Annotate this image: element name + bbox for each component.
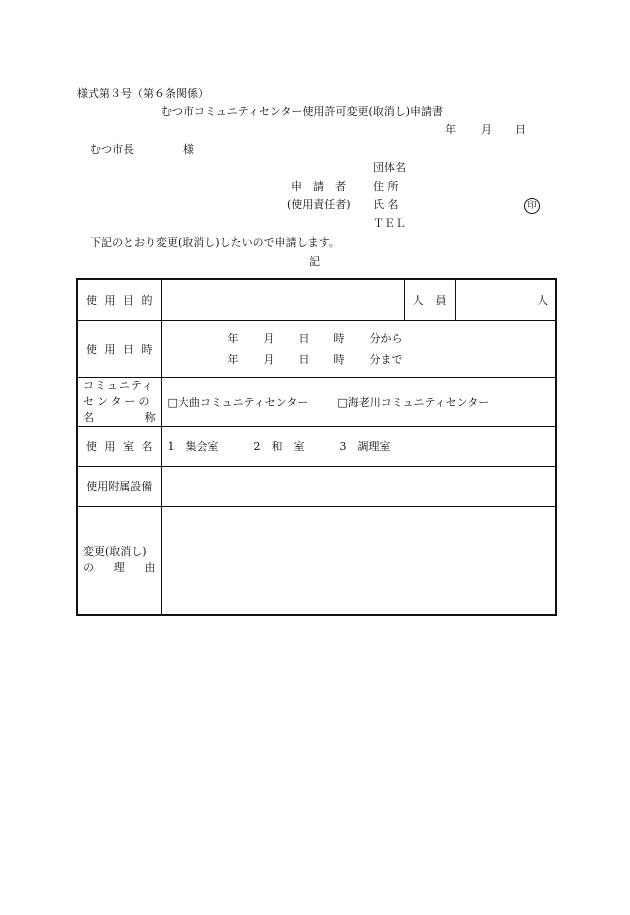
room-option-washitsu[interactable]: 2 和 室: [253, 440, 305, 453]
address-label: 住 所: [373, 180, 399, 193]
people-unit: 人: [537, 293, 548, 307]
purpose-label-char: 目: [123, 293, 134, 307]
responsible-person-label: (使用責任者): [287, 198, 351, 211]
name-label: 氏 名: [373, 198, 399, 211]
from-year: 年: [227, 331, 239, 345]
purpose-field[interactable]: [161, 279, 404, 320]
room-option-assembly[interactable]: 1 集会室: [167, 440, 219, 453]
equipment-label: 使用附属設備: [86, 480, 153, 493]
room-label: [78, 438, 161, 454]
datetime-row: [77, 320, 556, 377]
center-row: [77, 377, 556, 426]
reason-label-text2b: 理: [113, 561, 125, 575]
datetime-label-char: 用: [104, 342, 116, 356]
reason-field[interactable]: [161, 506, 556, 615]
tel-label: ＴＥＬ: [373, 217, 406, 230]
equipment-row: [77, 466, 556, 506]
center-label-text3a: 名: [83, 410, 94, 424]
purpose-row: [77, 279, 556, 320]
to-suffix: 分まで: [369, 352, 403, 366]
reason-label-text1: 変更(取消し): [83, 545, 147, 559]
datetime-lines: [162, 321, 556, 377]
equipment-field[interactable]: [161, 466, 556, 506]
people-label: [405, 292, 455, 308]
center-label: [78, 378, 161, 426]
honorific: 様: [183, 143, 194, 156]
people-label-char: 人: [412, 293, 424, 307]
center-label-text3b: 称: [144, 410, 156, 424]
date-day: 日: [515, 123, 526, 136]
purpose-label-cell: [77, 279, 161, 320]
from-hour: 時: [333, 331, 345, 345]
reason-row: [77, 506, 556, 615]
ki-heading: 記: [309, 255, 320, 268]
center-label-cell: [77, 377, 161, 426]
seal-mark: 印: [524, 198, 540, 214]
reason-label-cell: [77, 506, 161, 615]
room-label-char: 名: [141, 440, 153, 453]
people-label-cell: [404, 279, 455, 320]
purpose-label-char: 用: [104, 293, 116, 307]
from-month: 月: [263, 331, 275, 345]
to-month: 月: [263, 352, 275, 366]
datetime-label-cell: [77, 320, 161, 377]
center-label-text2: センターの: [83, 394, 153, 408]
from-day: 日: [298, 331, 310, 345]
reason-label-line2: [83, 560, 156, 576]
reason-label-line1: [83, 544, 156, 560]
form-title: むつ市コミュニティセンター使用許可変更(取消し)申請書: [161, 105, 444, 118]
center-option-omagari[interactable]: □大曲コミュニティセンター: [167, 395, 309, 409]
reason-label-text2a: の: [83, 561, 94, 575]
center-option-ebikawa[interactable]: □海老川コミュニティセンター: [337, 395, 490, 409]
center-label-line1: [83, 378, 156, 394]
center-label-text1: コミュニティ: [83, 378, 154, 392]
group-name-label: 団体名: [373, 161, 406, 174]
people-label-char: 員: [435, 293, 447, 307]
center-field: [161, 377, 556, 426]
applicant-label: 申 請 者: [291, 180, 346, 193]
equipment-label-cell: [77, 466, 161, 506]
date-year: 年: [445, 123, 456, 136]
room-label-cell: [77, 426, 161, 466]
purpose-label: [78, 292, 161, 308]
datetime-label-char: 日: [123, 342, 134, 356]
application-table: [76, 278, 557, 616]
intro-text: 下記のとおり変更(取消し)したいので申請します。: [90, 236, 340, 249]
datetime-label-char: 時: [141, 342, 153, 356]
to-day: 日: [298, 352, 310, 366]
to-year: 年: [227, 352, 239, 366]
room-field: [161, 426, 556, 466]
room-label-char: 用: [104, 440, 116, 453]
room-row: [77, 426, 556, 466]
room-label-char: 室: [123, 440, 134, 453]
room-option-kitchen[interactable]: 3 調理室: [339, 440, 391, 453]
center-label-line2: [83, 394, 156, 410]
form-number: 様式第３号（第６条関係）: [77, 87, 209, 100]
people-field[interactable]: [455, 279, 556, 320]
addressee: むつ市長: [90, 143, 134, 156]
datetime-label: [78, 341, 161, 357]
datetime-label-char: 使: [86, 342, 97, 356]
datetime-field[interactable]: [161, 320, 556, 377]
room-label-char: 使: [86, 440, 97, 453]
center-label-line3: [83, 410, 156, 426]
purpose-label-char: 使: [86, 293, 97, 307]
reason-label: [78, 544, 161, 576]
from-suffix: 分から: [369, 331, 403, 345]
reason-label-text2c: 由: [144, 561, 156, 575]
to-hour: 時: [333, 352, 345, 366]
purpose-label-char: 的: [141, 293, 153, 307]
date-month: 月: [481, 123, 492, 136]
